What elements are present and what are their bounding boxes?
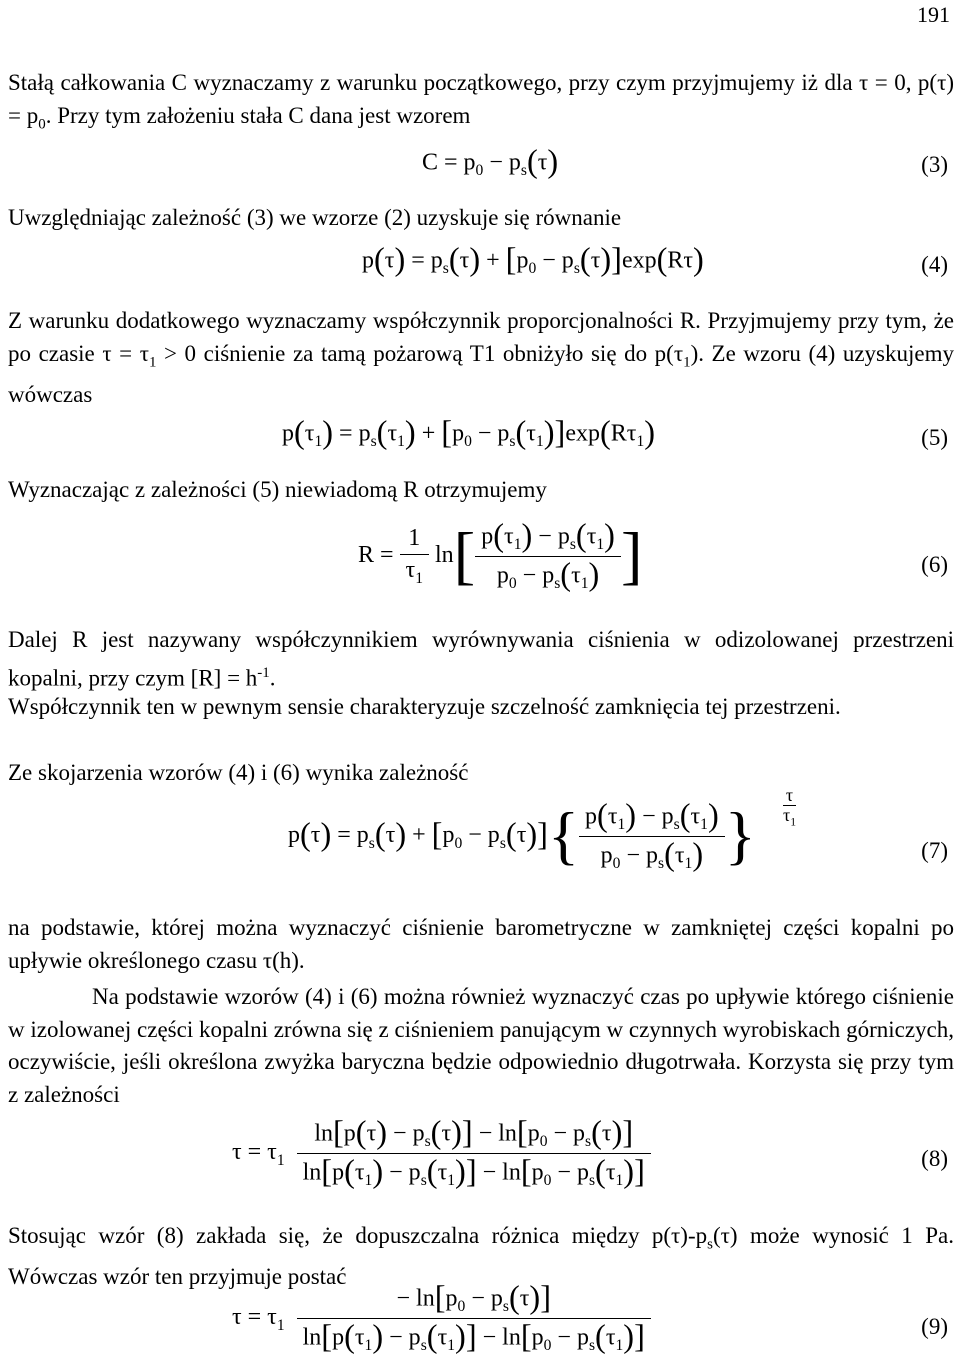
equation-7-number: (7) [921, 838, 948, 863]
equation-7-exponent: τ $\tau_1$ [783, 785, 797, 829]
equation-9-number: (9) [921, 1314, 948, 1339]
equation-5-number: (5) [921, 425, 948, 450]
paragraph-solve-r: Wyznaczając z zależności (5) niewiadomą R otrzymujemy [8, 477, 547, 502]
paragraph-tightness: Współczynnik ten w pewnym sensie charakteryzuje szczelność zamknięcia tej przestrzeni. [8, 694, 841, 719]
equation-8: $\tau = \tau_1$ $\frac{\ln[p(\tau) - p_s(\tau)] - \ln[p_0 - p_s(\tau)]}{\ln[p(\tau_1) - p_s(\tau_1)] - \ln[p_0 - p_s(\tau_1)]}$ [232, 1117, 651, 1190]
paragraph-time: Na podstawie wzorów (4) i (6) można również wyznaczyć czas po upływie którego ciśnienie w izolowanej części kopalni zrówna się z ciśnieniem panującym w czynnych wyrobiskach górniczych, oczywiście, jeśli określona zwyżka baryczna będzie odpowiednio długotrwała. Korzysta się przy tym z zależności [8, 984, 954, 1107]
equation-3: $C = p_0 - p_s(\tau)$ [422, 144, 559, 180]
equation-7: $p(\tau) = p_s(\tau) + [p_0 - p_s(\tau)]${ $\frac{p(\tau_1) - p_s(\tau_1)}{p_0 - p_s(\tau_1)}$ } [288, 798, 756, 874]
paragraph-r-meaning: Dalej R jest nazywany współczynnikiem wyrównywania ciśnienia w odizolowanej przestrzeni kopalni, przy czym $[R] = h^{-1}$. [8, 627, 954, 691]
equation-8-number: (8) [921, 1146, 948, 1171]
equation-4: $p(\tau) = p_s(\tau) + [p_0 - p_s(\tau)]\exp(R\tau)$ [362, 242, 704, 278]
page-number: 191 [917, 2, 950, 27]
equation-3-number: (3) [921, 152, 948, 177]
paragraph-combine: Ze skojarzenia wzorów (4) i (6) wynika zależność [8, 760, 469, 785]
equation-9: $\tau = \tau_1$ $\frac{- \ln[p_0 - p_s(\tau)]}{\ln[p(\tau_1) - p_s(\tau_1)] - \ln[p_0 - p_s(\tau_1)]}$ [232, 1282, 651, 1355]
paragraph-assumption: Stosując wzór (8) zakłada się, że dopuszczalna różnica między $p(\tau)-p_s(\tau)$ może wynosić 1 Pa. Wówczas wzór ten przyjmuje postać [8, 1223, 954, 1290]
paragraph-condition: Z warunku dodatkowego wyznaczamy współczynnik proporcjonalności R. Przyjmujemy przy tym, że po czasie $\tau = \tau_1 > 0$ ciśnienie za tamą pożarową T1 obniżyło się do $p(\tau_1)$. Ze wzoru (4) uzyskujemy wówczas [8, 308, 954, 407]
equation-6: R = $\frac{1}{\tau_1}$ ln[ $\frac{p(\tau_1) - p_s(\tau_1)}{p_0 - p_s(\tau_1)}$ ] [358, 518, 643, 594]
paragraph-derive: Uwzględniając zależność (3) we wzorze (2) uzyskuje się równanie [8, 205, 622, 230]
equation-5: $p(\tau_1) = p_s(\tau_1) + [p_0 - p_s(\tau_1)]\exp(R\tau_1)$ [282, 415, 656, 451]
equation-6-number: (6) [921, 552, 948, 577]
paragraph-barometric: na podstawie, której można wyznaczyć ciśnienie barometryczne w zamkniętej części kopalni po upływie określonego czasu τ(h). [8, 915, 954, 973]
paragraph-intro: Stałą całkowania C wyznaczamy z warunku początkowego, przy czym przyjmujemy iż dla τ = 0, $p(\tau) = p_0$. Przy tym założeniu stała C dana jest wzorem [8, 70, 954, 133]
equation-4-number: (4) [921, 252, 948, 277]
